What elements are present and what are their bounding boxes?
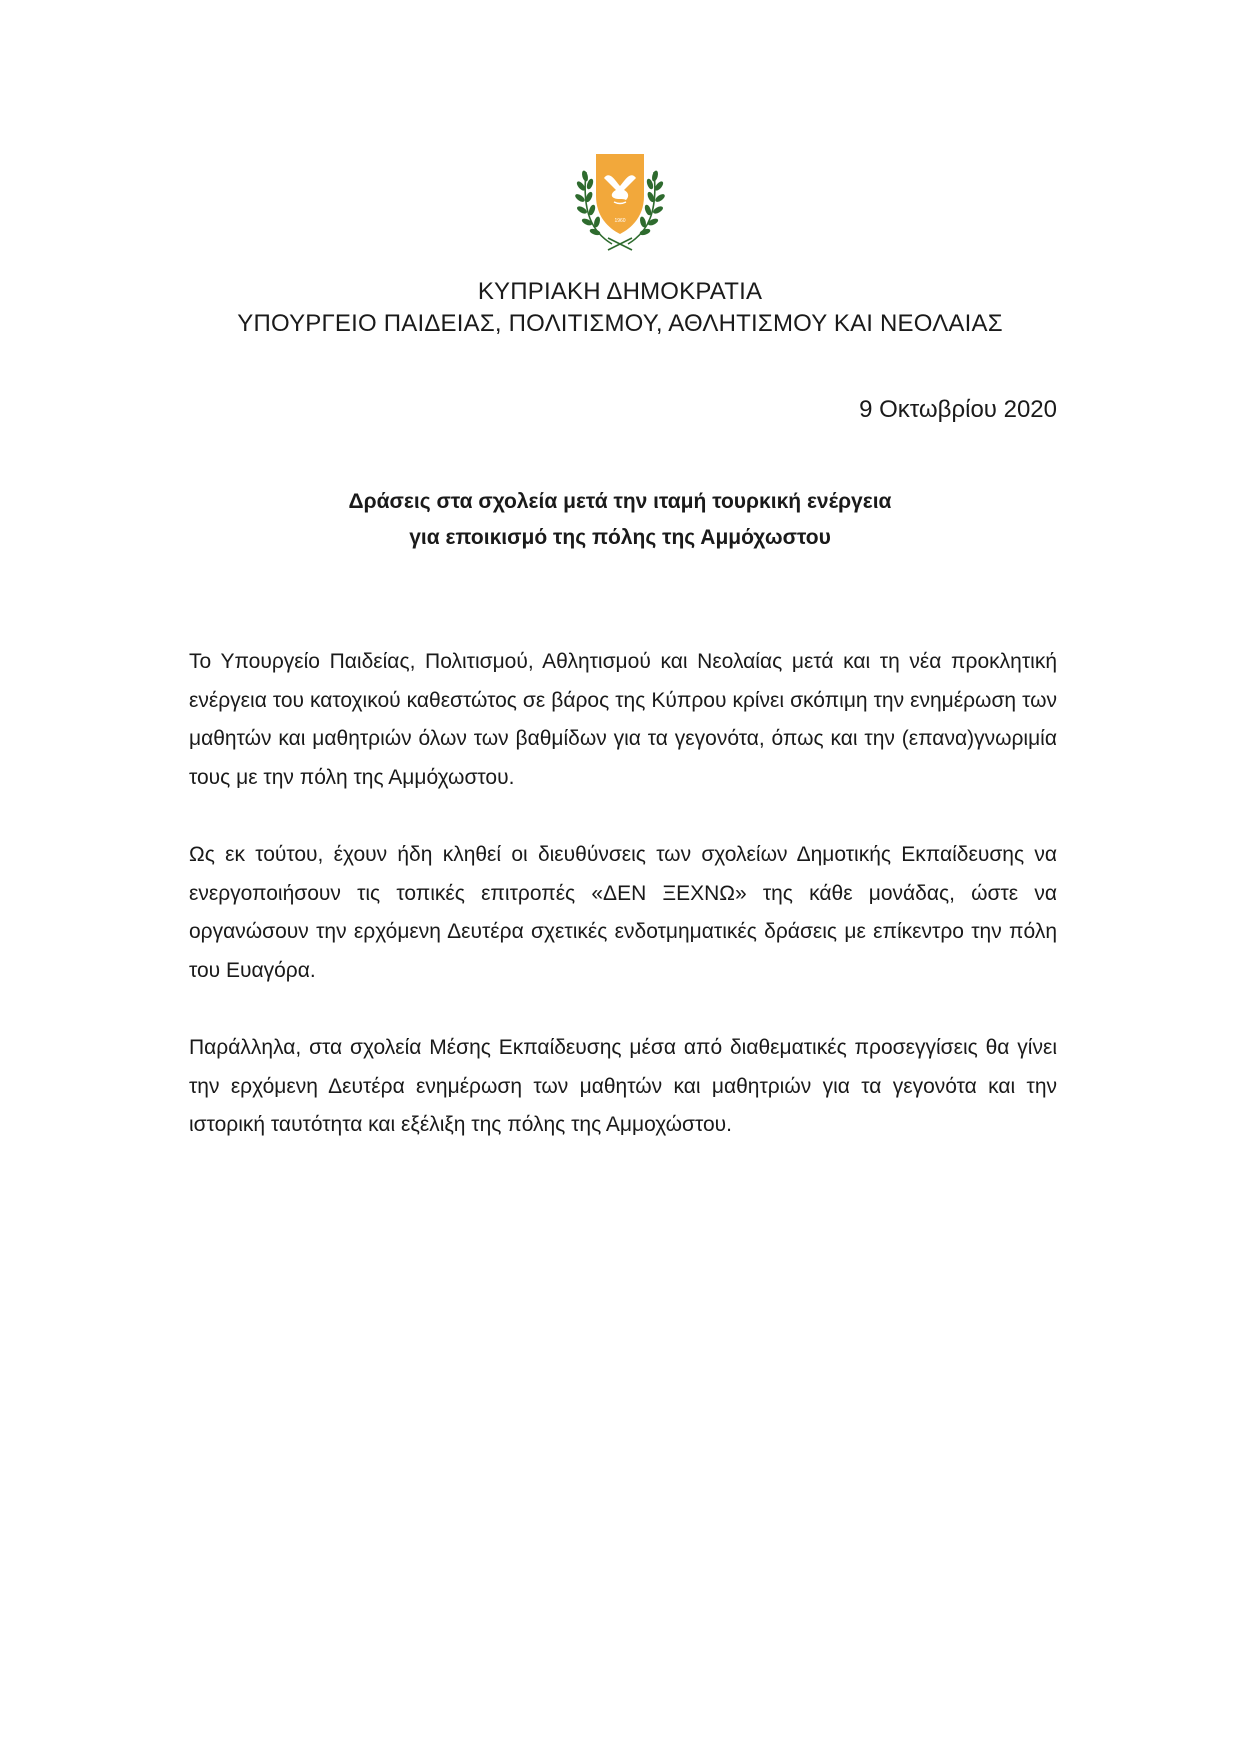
document-body [189, 643, 1057, 1184]
document-date: 9 Οκτωβρίου 2020 [859, 396, 1057, 423]
document-title [0, 484, 1240, 556]
ministry-name: ΥΠΟΥΡΓΕΙΟ ΠΑΙΔΕΙΑΣ, ΠΟΛΙΤΙΣΜΟΥ, ΑΘΛΗΤΙΣΜΟΥ ΚΑΙ ΝΕΟΛΑΙΑΣ [237, 310, 1003, 337]
document-header [0, 276, 1240, 340]
title-line-2: για εποικισμό της πόλης της Αμμόχωστου [409, 526, 831, 549]
title-line-1: Δράσεις στα σχολεία μετά την ιταμή τουρκική ενέργεια [348, 490, 892, 513]
body-paragraph-3: Παράλληλα, στα σχολεία Μέσης Εκπαίδευσης μέσα από διαθεματικές προσεγγίσεις θα γίνει την ερχόμενη Δευτέρα ενημέρωση των μαθητών και μαθητριών για τα γεγονότα και την ιστορική ταυτότητα και εξέλιξη της πόλης της Αμμοχώστου. [189, 1036, 1057, 1136]
body-paragraph-2: Ως εκ τούτου, έχουν ήδη κληθεί οι διευθύνσεις των σχολείων Δημοτικής Εκπαίδευσης να ενεργοποιήσουν τις τοπικές επιτροπές «ΔΕΝ ΞΕΧΝΩ» της κάθε μονάδας, ώστε να οργανώσουν την ερχόμενη Δευτέρα σχετικές ενδοτμηματικές δράσεις με επίκεντρο την πόλη του Ευαγόρα. [189, 843, 1057, 982]
svg-text:1960: 1960 [614, 218, 626, 224]
cyprus-coat-of-arms-icon [574, 152, 666, 252]
body-paragraph-1: Το Υπουργείο Παιδείας, Πολιτισμού, Αθλητισμού και Νεολαίας μετά και τη νέα προκλητική ενέργεια του κατοχικού καθεστώτος σε βάρος της Κύπρου κρίνει σκόπιμη την ενημέρωση των μαθητών και μαθητριών όλων των βαθμίδων για τα γεγονότα, όπως και την (επανα)γνωριμία τους με την πόλη της Αμμόχωστου. [189, 650, 1057, 789]
country-name: ΚΥΠΡΙΑΚΗ ΔΗΜΟΚΡΑΤΙΑ [477, 278, 763, 305]
